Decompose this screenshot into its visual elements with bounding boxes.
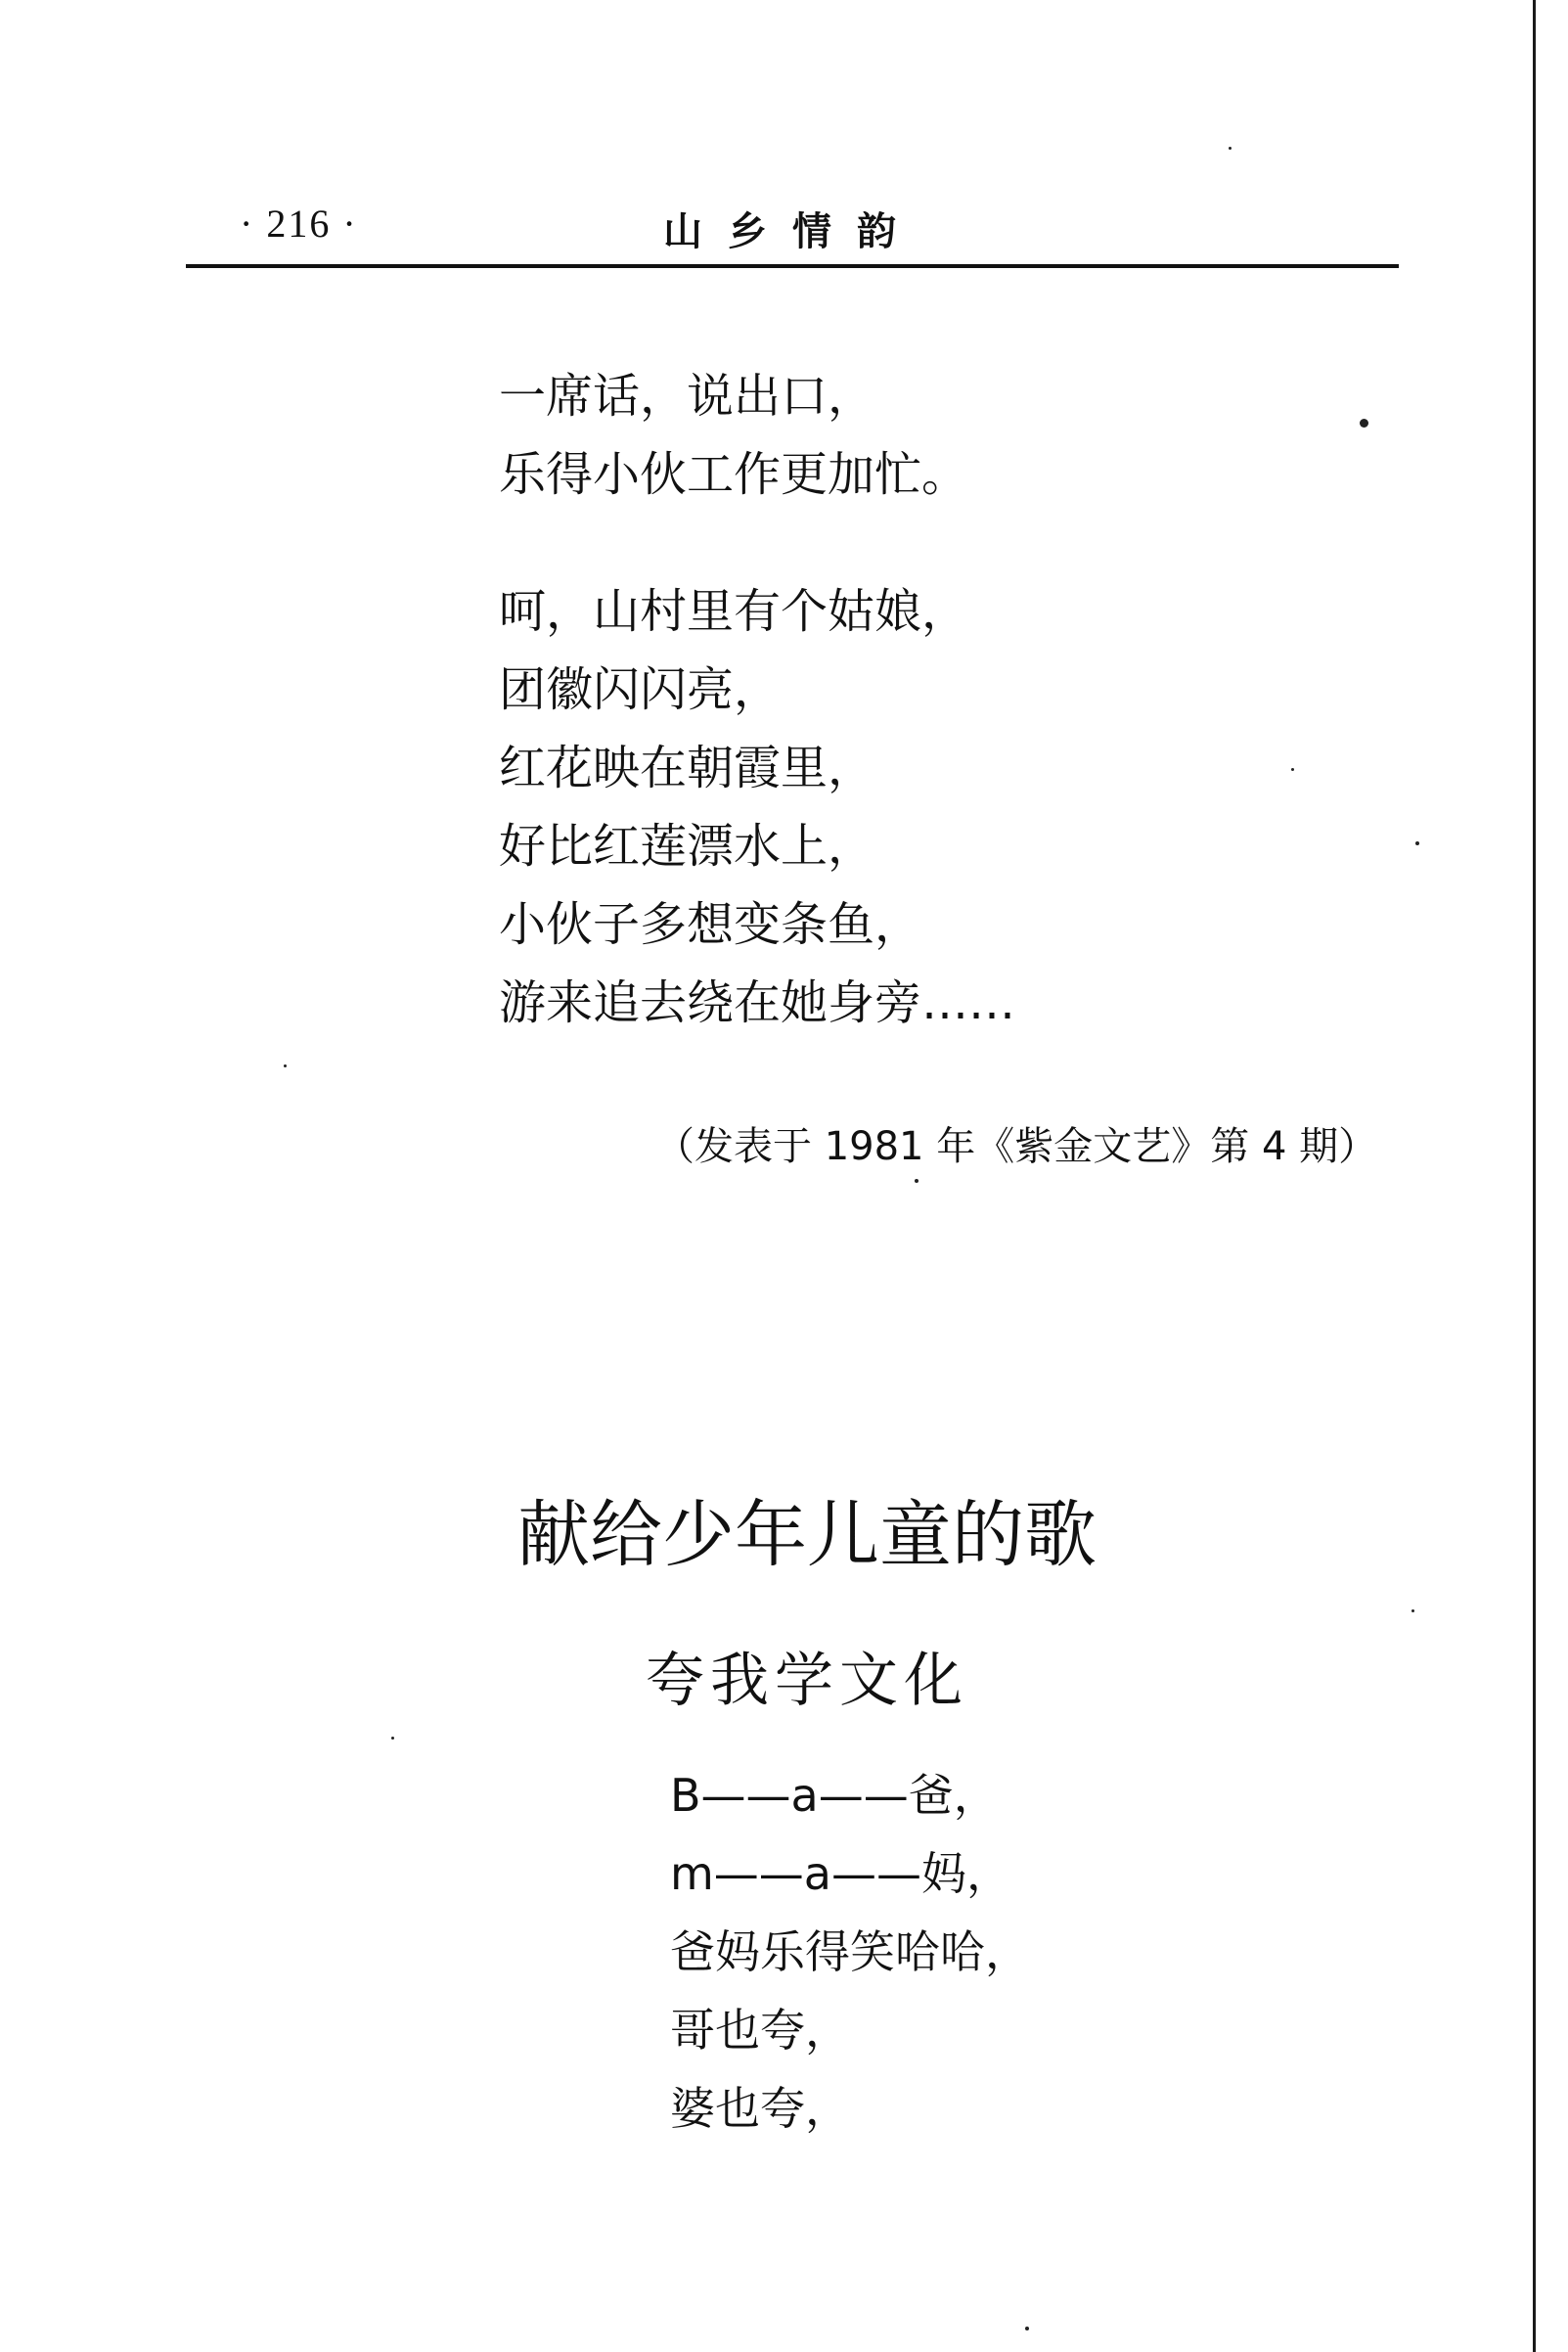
scan-speck <box>1025 2327 1029 2330</box>
poem-line: 一席话，说出口， <box>499 369 875 424</box>
poem-line: 游来追去绕在她身旁…… <box>499 975 1016 1030</box>
poem-line: 乐得小伙工作更加忙。 <box>499 447 969 502</box>
kid-poem <box>670 1756 1030 2148</box>
poem-title: 夸我学文化 <box>646 1647 968 1715</box>
page-number: · 216 · <box>240 202 358 246</box>
scan-speck <box>915 1179 918 1183</box>
scan-speck <box>1411 1609 1414 1612</box>
scan-speck <box>1291 768 1294 771</box>
scan-speck <box>1229 147 1232 150</box>
poem-stanza-1 <box>499 357 968 514</box>
poem-line: B——a——爸， <box>670 1769 999 1822</box>
scan-speck <box>1415 841 1419 845</box>
running-header <box>186 201 1399 259</box>
poem-line: 好比红莲漂水上， <box>499 819 875 874</box>
poem-line: 婆也夸， <box>670 2082 850 2135</box>
section-title: 献给少年儿童的歌 <box>517 1493 1097 1577</box>
scan-speck <box>1360 419 1368 428</box>
poem-line: 团徽闪闪亮， <box>499 662 782 717</box>
book-title: 山乡情韵 <box>663 209 921 254</box>
header-rule <box>186 264 1399 268</box>
poem-line: 爸妈乐得笑哈哈， <box>670 1925 1030 1978</box>
poem-line: 红花映在朝霞里， <box>499 741 875 795</box>
scan-speck <box>284 1064 287 1067</box>
poem-line: 呵，山村里有个姑娘， <box>499 584 969 639</box>
scan-speck <box>391 1737 394 1740</box>
poem-line: m——a——妈， <box>670 1847 1011 1900</box>
poem-line: 哥也夸， <box>670 2004 850 2057</box>
publication-note: （发表于 1981 年《紫金文艺》第 4 期） <box>655 1124 1378 1169</box>
poem-stanza-2 <box>499 572 1015 1042</box>
poem-line: 小伙子多想变条鱼， <box>499 897 922 952</box>
